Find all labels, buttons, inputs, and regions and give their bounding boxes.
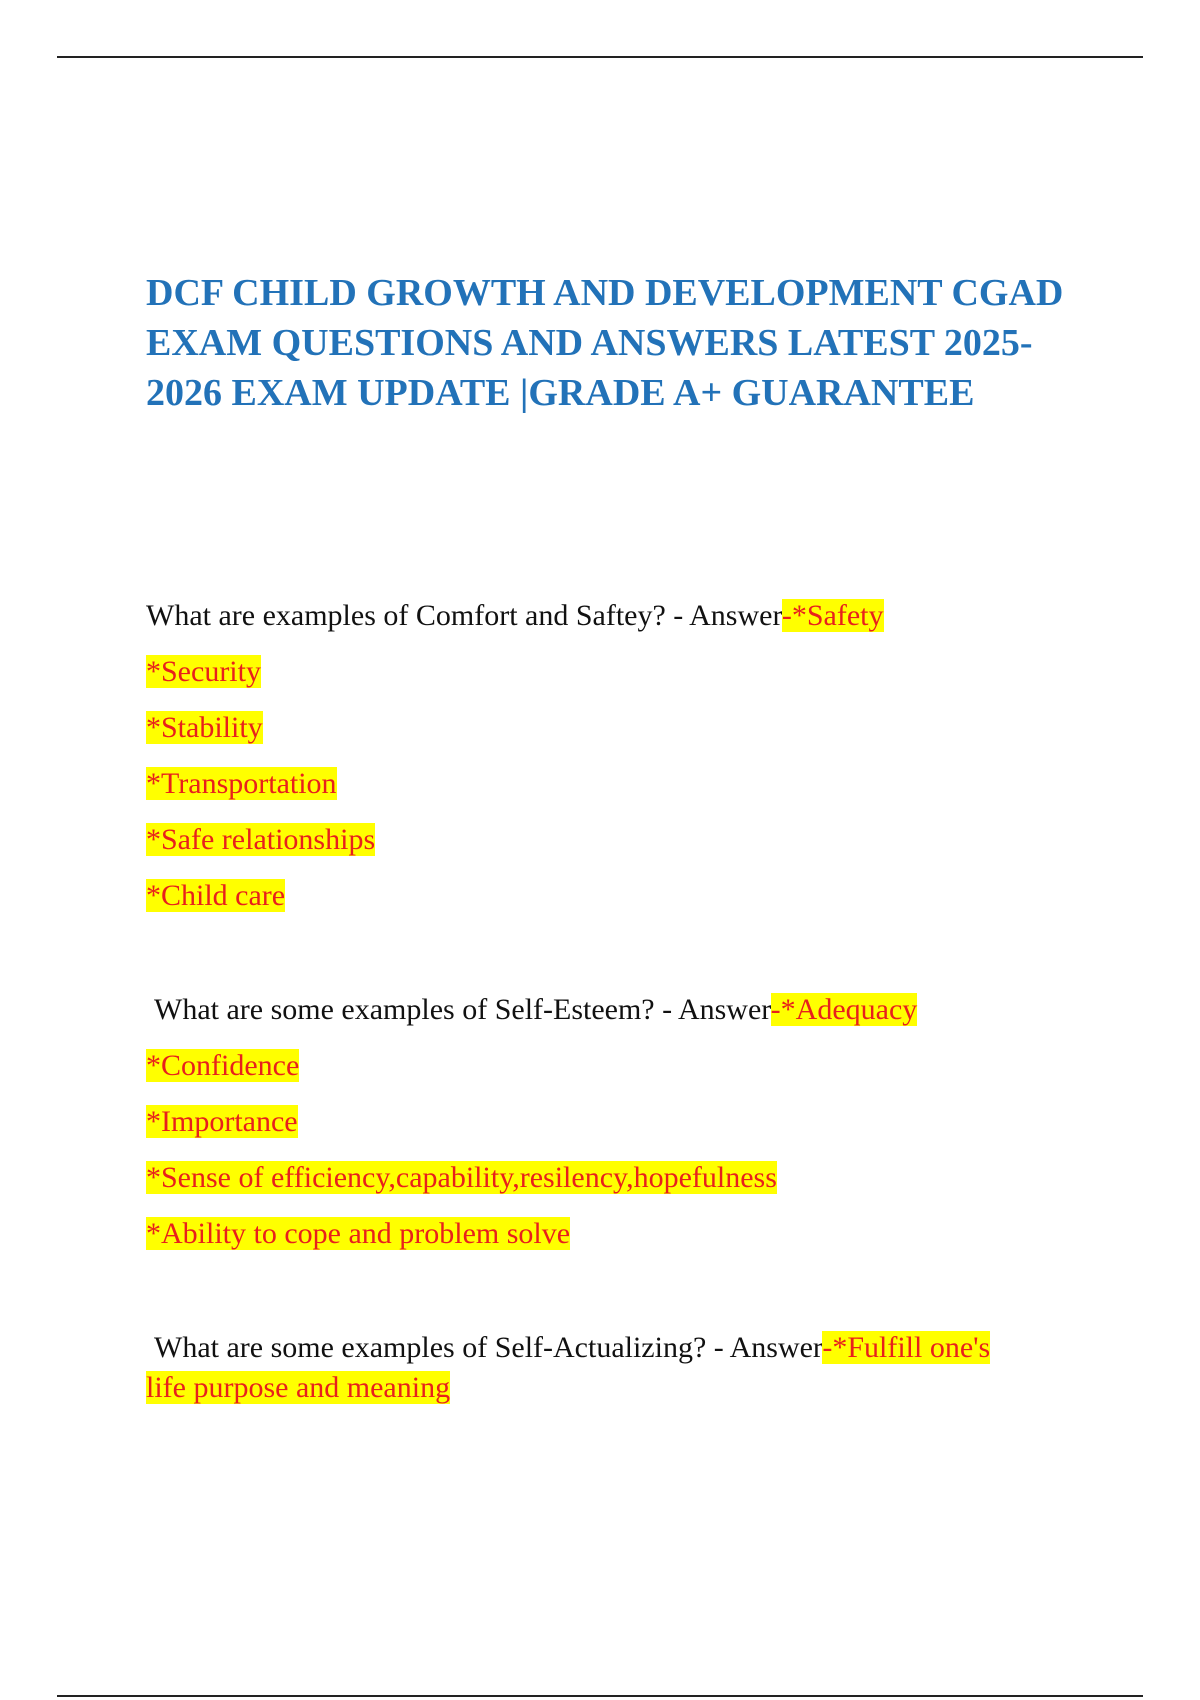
answer-line [146,1046,1106,1102]
answer-line [146,1368,1106,1408]
question-line [146,596,1106,652]
answer-line [146,708,1106,764]
question-text: What are some examples of Self-Actualizing? - Answer [154,1331,823,1364]
answer-line [146,764,1106,820]
header-rule [57,56,1143,58]
qa-block-comfort-safety [146,596,1106,932]
question-line [146,1328,1106,1368]
answer-highlight: *Child care [146,879,286,912]
footer-rule [57,1695,1143,1697]
answer-highlight: *Transportation [146,767,337,800]
answer-highlight: *Confidence [146,1049,300,1082]
document-title: DCF CHILD GROWTH AND DEVELOPMENT CGAD EXAM QUESTIONS AND ANSWERS LATEST 2025-2026 EXAM UPDATE |GRADE A+ GUARANTEE [146,272,1064,414]
answer-highlight: -*Safety [781,599,884,632]
qa-block-self-actualizing [146,1328,1106,1408]
question-line [146,990,1106,1046]
answer-line [146,876,1106,932]
answer-line [146,820,1106,876]
answer-highlight: *Stability [146,711,263,744]
answer-highlight: *Importance [146,1105,298,1138]
answer-highlight: -*Fulfill one's [822,1331,991,1364]
answer-line [146,1158,1106,1214]
qa-block-self-esteem [146,990,1106,1270]
question-text: What are some examples of Self-Esteem? - Answer [154,993,771,1026]
answer-highlight: life purpose and meaning [146,1371,451,1404]
answer-highlight: *Security [146,655,261,688]
answer-highlight: *Sense of efficiency,capability,resilency,hopefulness [146,1161,777,1194]
answer-line [146,652,1106,708]
answer-highlight: *Safe relationships [146,823,376,856]
question-text: What are examples of Comfort and Saftey? - Answer [146,599,782,632]
answer-line [146,1214,1106,1270]
answer-highlight: *Ability to cope and problem solve [146,1217,571,1250]
answer-line [146,1102,1106,1158]
answer-highlight: -*Adequacy [770,993,918,1026]
